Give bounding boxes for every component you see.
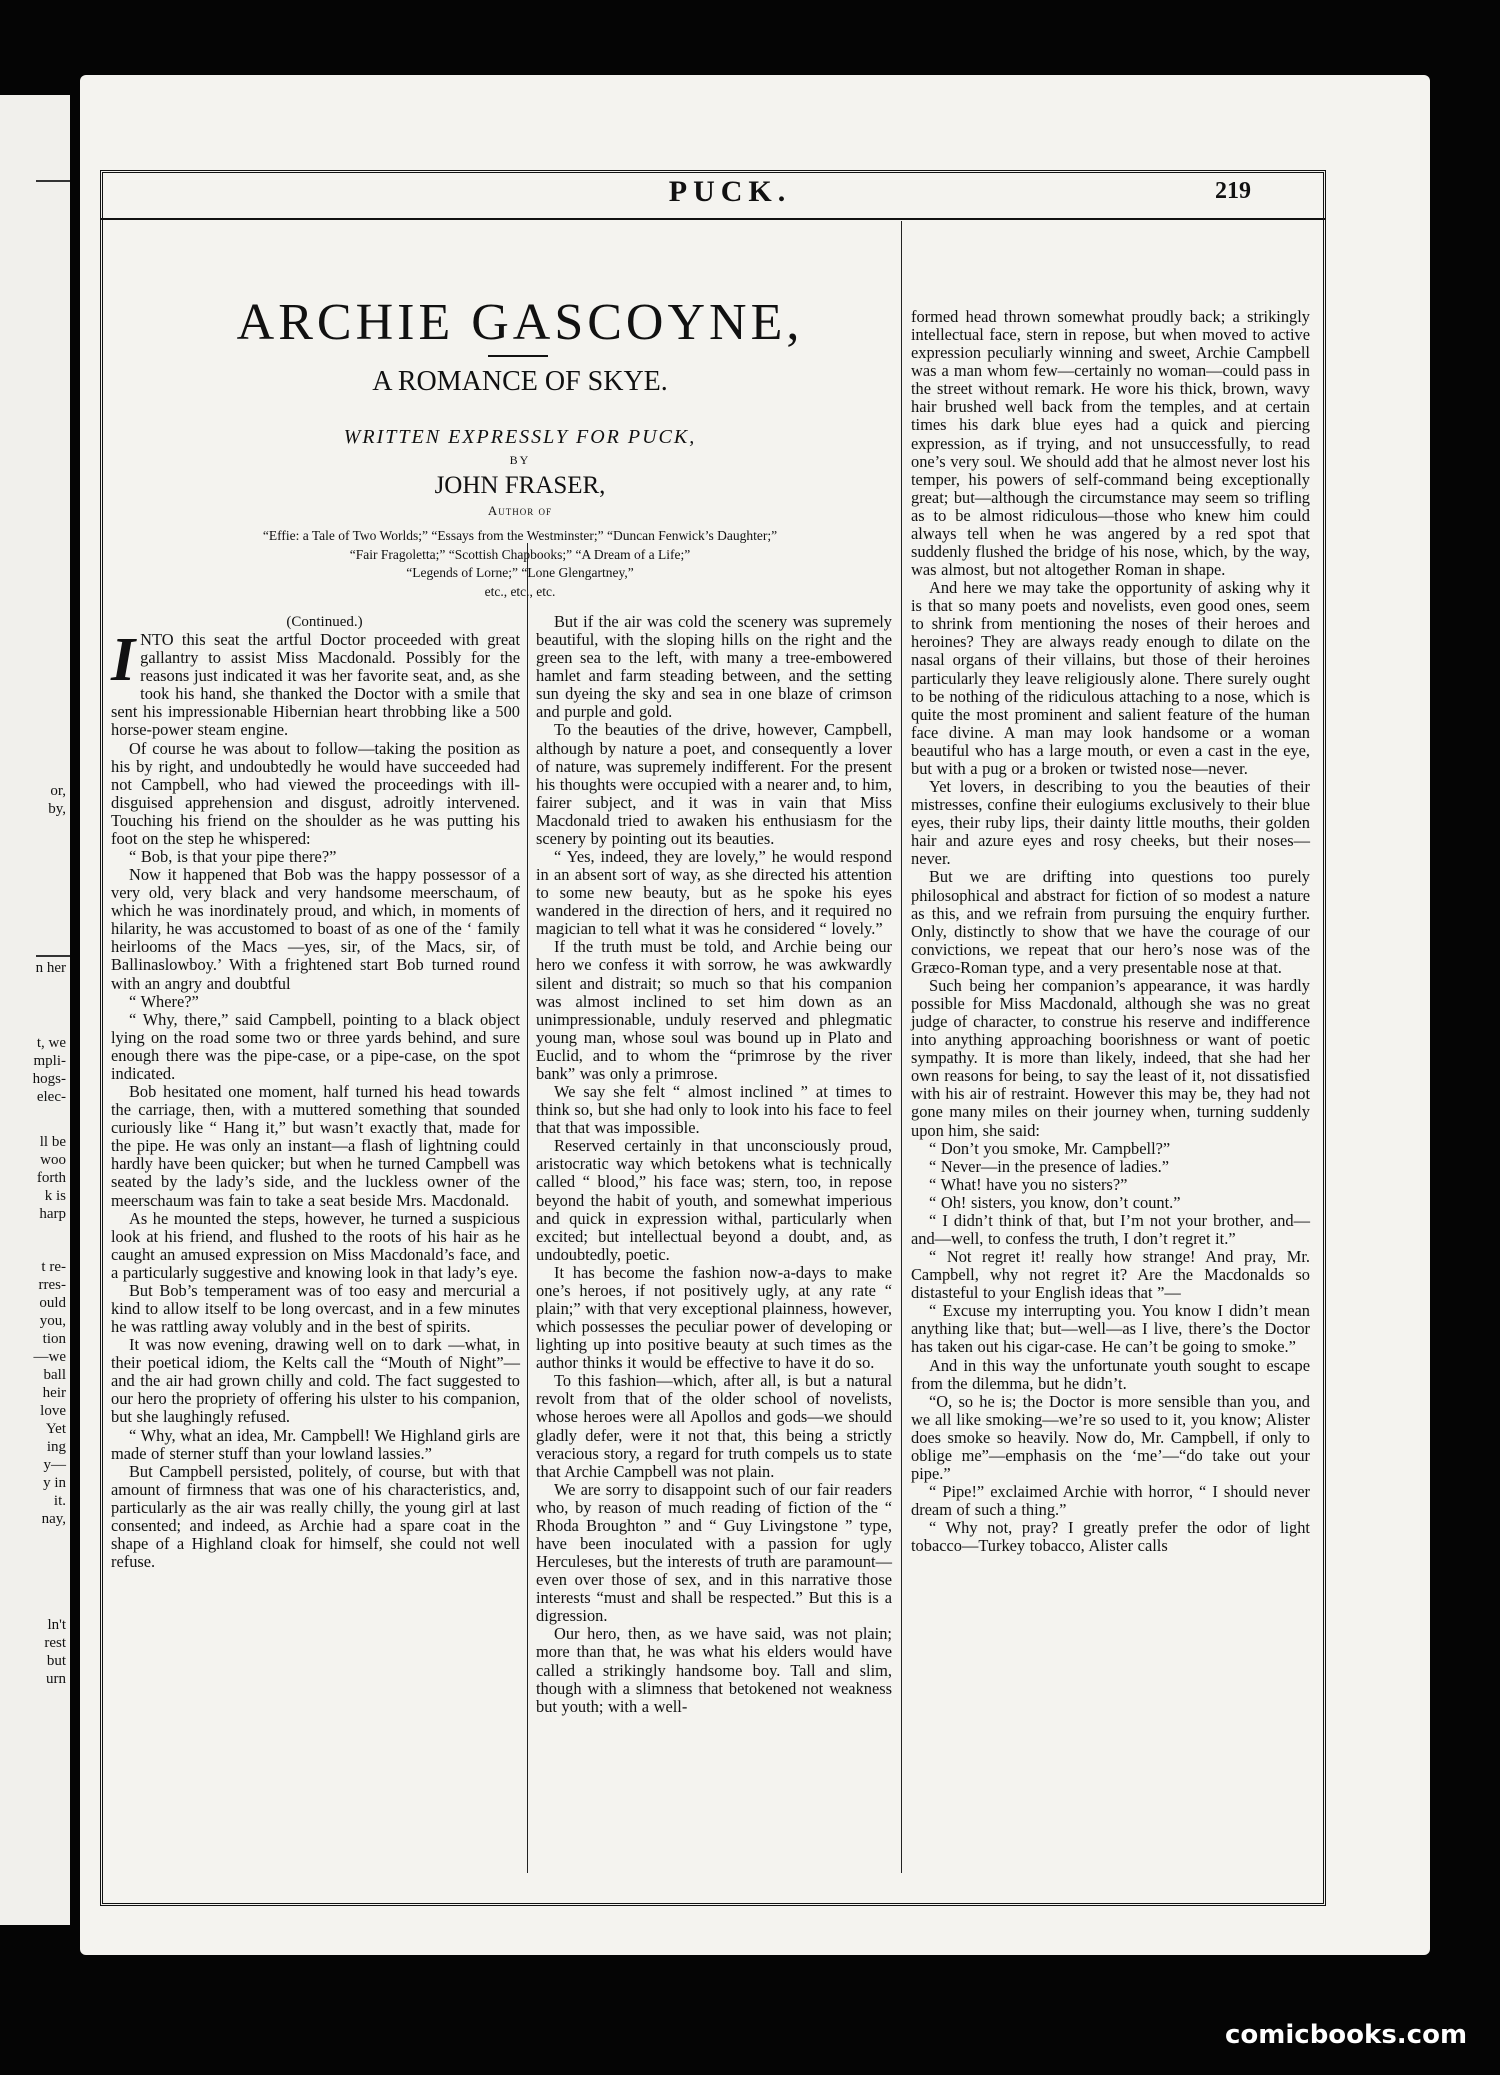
article-paragraph: “ Not regret it! really how strange! And pray, Mr. Campbell, why not regret it? Are the Macdonalds so distasteful to your English ideas that ”—: [911, 1247, 1310, 1303]
author-name: JOHN FRASER,: [434, 472, 606, 499]
column-rule: [527, 543, 528, 1873]
column-rule: [901, 221, 902, 1873]
article-paragraph: To the beauties of the drive, however, Campbell, although by nature a poet, and consequently a lover of nature, was supremely indifferent. For the present his thoughts were occupied with a nearer and, to him, fairer subject, and it was in vain that Miss Macdonald tried to awaken his enthusiasm for the scenery by pointing out its beauties.: [536, 720, 892, 848]
drop-cap: I: [111, 626, 136, 695]
prev-page-text-fragment: you,: [39, 1313, 66, 1329]
article-paragraph: To this fashion—which, after all, is but a natural revolt from that of the older school of novelists, whose heroes were all Apollos and gods—we should gladly defer, were it not that, this being a strictly veracious story, a regard for truth compels us to state that Archie Campbell was not plain.: [536, 1371, 892, 1481]
article-paragraph: Reserved certainly in that unconsciously proud, aristocratic way which betokens what is technically called “ blood,” his face was; stern, too, in repose beyond the habit of youth, and somewhat imperious and quick in expression withal, particularly when excited; but intellectual beyond a doubt, and, as undoubtedly, poetic.: [536, 1136, 892, 1264]
prev-page-text-fragment: it.: [53, 1493, 66, 1509]
written-for-line: WRITTEN EXPRESSLY FOR PUCK,: [343, 426, 697, 448]
article-paragraph: “ Why, what an idea, Mr. Campbell! We Highland girls are made of sterner stuff than your lowland lassies.”: [111, 1425, 520, 1463]
works-line: etc., etc., etc.: [484, 583, 556, 599]
works-line: “Fair Fragoletta;” “Scottish Chapbooks;” “A Dream of a Life;”: [349, 546, 691, 562]
prev-page-text-fragment: woo: [40, 1152, 66, 1168]
article-paragraph: “ Oh! sisters, you know, don’t count.”: [929, 1192, 1181, 1212]
previous-page-edge: [0, 95, 70, 1925]
page-number: 219: [1215, 178, 1251, 204]
prev-page-text-fragment: —we: [33, 1349, 66, 1365]
article-title: ARCHIE GASCOYNE,: [236, 294, 804, 351]
masthead-title: PUCK.: [668, 175, 792, 208]
article-paragraph: “ Never—in the presence of ladies.”: [929, 1156, 1170, 1176]
prev-page-text-fragment: hogs-: [32, 1071, 66, 1087]
prev-page-text-fragment: but: [46, 1653, 66, 1669]
article-column-3: [911, 308, 1310, 1555]
article-paragraph: “ Excuse my interrupting you. You know I didn’t mean anything like that; but—well—as I live, there’s the Doctor has taken out his cigar-case. He can’t be going to smoke.”: [911, 1301, 1310, 1357]
continued-note: (Continued.): [286, 614, 363, 630]
masthead-rule: [100, 218, 1326, 220]
prev-page-text-fragment: rest: [44, 1635, 66, 1651]
article-paragraph: It was now evening, drawing well on to dark —what, in their poetical idiom, the Kelts call the “Mouth of Night”— and the air had grown chilly and cold. The fact suggested to our hero the propriety of offering his ulster to his companion, but she laughingly refused.: [111, 1335, 520, 1427]
article-paragraph: “ Where?”: [129, 991, 199, 1011]
article-paragraph: We say she felt “ almost inclined ” at times to think so, but she had only to look into his face to feel that that was impossible.: [536, 1082, 892, 1138]
author-of-label: Author of: [487, 503, 553, 518]
article-paragraph: But we are drifting into questions too purely philosophical and abstract for fiction of so modest a nature as this, and we refrain from pursuing the enquiry further. Only, distinctly to show that we have the courage of our convictions, we repeat that our hero’s nose was of the Græco-Roman type, and a very presentable nose at that.: [911, 867, 1310, 977]
article-paragraph: But Campbell persisted, politely, of course, but with that amount of firmness that was one of his characteristics, and, particularly as the air was really chilly, the young girl at last consented; and indeed, as Archie had a spare coat in the shape of a Highland cloak for himself, she could not well refuse.: [111, 1461, 520, 1572]
prev-page-text-fragment: ln't: [47, 1617, 66, 1633]
article-paragraph: We are sorry to disappoint such of our fair readers who, by reason of much reading of fiction of the “ Rhoda Broughton ” and “ Guy Livingstone ” type, have been inoculated with a passion for ugly Herculeses, but the interests of truth are paramount—even over those of sex, and in this narrative those interests “must and shall be respected.” But this is a digression.: [536, 1479, 892, 1626]
article-paragraph: But Bob’s temperament was of too easy and mercurial a kind to allow itself to be long overcast, and in a few minutes he was rattling away volubly and in the best of spirits.: [111, 1280, 520, 1337]
article-paragraph: As he mounted the steps, however, he turned a suspicious look at his friend, and flushed to the roots of his hair as he caught an amused expression on Miss Macdonald’s face, and a particularly suggestive and knowing look in that lady’s eye.: [111, 1208, 520, 1282]
prev-page-text-fragment: t re-: [41, 1259, 66, 1275]
article-paragraph: “O, so he is; the Doctor is more sensible than you, and we all like smoking—we’re so used to it, you know; Alister does smoke so heavily. Now do, Mr. Campbell, if only to oblige me”—emphasis on the ‘me’—“do take out your pipe.”: [911, 1391, 1310, 1483]
prev-page-text-fragment: forth: [36, 1170, 66, 1186]
prev-page-text-fragment: ball: [43, 1367, 66, 1383]
works-line: “Legends of Lorne;” “Lone Glengartney,”: [406, 565, 634, 580]
article-paragraph: And here we may take the opportunity of asking why it is that so many poets and novelists, even good ones, seem to shrink from mentioning the noses of their heroes and heroines? They are always ready enough to dilate on the nasal organs of their villains, but those of their heroines particularly they leave religiously alone. There surely ought to be nothing of the ridiculous attaching to a nose, which is quite the most prominent and salient feature of the human face divine. A man may look handsome or a woman beautiful who has a large mouth, or even a cast in the eye, but with a pug or a broken or twisted nose—never.: [911, 578, 1310, 778]
prev-page-text-fragment: tion: [42, 1331, 66, 1347]
prev-page-text-fragment: heir: [42, 1385, 66, 1401]
article-paragraph: “ Yes, indeed, they are lovely,” he would respond in an absent sort of way, as she directed his attention to some new beauty, but as he spoke his eyes wandered in the direction of hers, and it required no magician to tell what it was he considered “ lovely.”: [536, 847, 892, 939]
article-paragraph: Our hero, then, as we have said, was not plain; more than that, he was what his elders would have called a strikingly handsome boy. Tall and slim, though with a slimness that betokened not weakness but youth; with a well-: [536, 1624, 892, 1716]
watermark: comicbooks.com: [1225, 2020, 1468, 2050]
byline-by: BY: [509, 453, 531, 467]
article-paragraph: Of course he was about to follow—taking the position as his by right, and undoubtedly he would have succeeded had not Campbell, who had viewed the proceedings with ill-disguised apprehension and disgust, adroitly intervened. Touching his friend on the shoulder as he was putting his foot on the step he whispered:: [111, 738, 520, 848]
prev-page-text-fragment: ll be: [39, 1134, 66, 1150]
prev-page-text-fragment: ould: [39, 1295, 66, 1311]
article-paragraph: Yet lovers, in describing to you the beauties of their mistresses, confine their eulogiums exclusively to their blue eyes, their ruby lips, their dainty little mouths, their golden hair and azure eyes and rosy cheeks, but their noses—never.: [911, 777, 1310, 869]
article-paragraph: “ Why, there,” said Campbell, pointing to a black object lying on the road some two or three yards behind, and sure enough there was the pipe-case, or a pipe-case, on the spot indicated.: [111, 1009, 520, 1083]
prev-page-text-fragment: k is: [44, 1188, 66, 1204]
works-line: “Effie: a Tale of Two Worlds;” “Essays from the Westminster;” “Duncan Fenwick’s Daughter;”: [262, 528, 778, 543]
prev-page-text-fragment: harp: [39, 1206, 66, 1222]
article-paragraph: And in this way the unfortunate youth sought to escape from the dilemma, but he didn’t.: [911, 1355, 1310, 1393]
prev-page-text-fragment: mpli-: [33, 1053, 66, 1069]
article-paragraph: “ Pipe!” exclaimed Archie with horror, “ I should never dream of such a thing.”: [911, 1482, 1310, 1520]
article-paragraph: Now it happened that Bob was the happy possessor of a very old, very black and very handsome meerschaum, of which he was inordinately proud, and which, in moments of hilarity, he was accustomed to boast of as one of the ‘ family heirlooms of the Macs —yes, sir, of the Macs, sir, of Ballinaslowboy.’ With a frightened start Bob turned round with an angry and doubtful: [111, 865, 520, 993]
prev-page-text-fragment: love: [40, 1403, 66, 1419]
article-paragraph: Bob hesitated one moment, half turned his head towards the carriage, then, with a muttered something that sounded curiously like “ Hang it,” but wasn’t exactly that, made for the pipe. He was only an instant—a flash of lightning could hardly have been quicker; but when he turned Campbell was seated by the lady’s side, and the luckless owner of the meerschaum was fain to take a seat beside Mrs. Macdonald.: [111, 1082, 520, 1210]
article-paragraph: It has become the fashion now-a-days to make one’s heroes, if not positively ugly, at any rate “ plain;” with that very exceptional plainness, however, which possesses the peculiar power of developing or lighting up into positive beauty at such times as the author thinks it would be effective to have it do so.: [536, 1262, 892, 1373]
article-paragraph: INTO this seat the artful Doctor proceeded with great gallantry to assist Miss Macdonald. Possibly for the reasons just indicated it was her favorite seat, and, as she took his hand, she thanked the Doctor with a smile that sent his impressionable Hibernian heart throbbing like a 500 horse-power steam engine.: [111, 626, 520, 740]
prev-page-text-fragment: ing: [46, 1439, 66, 1455]
prev-page-text-fragment: y—: [43, 1457, 66, 1473]
article-paragraph: “ Bob, is that your pipe there?”: [129, 847, 337, 867]
article-paragraph: “ What! have you no sisters?”: [929, 1174, 1128, 1194]
title-rule: [488, 355, 548, 357]
prev-page-text-fragment: urn: [46, 1671, 66, 1687]
prev-page-text-fragment: n her: [35, 960, 66, 976]
prev-page-text-fragment: by,: [48, 801, 66, 817]
article-paragraph: But if the air was cold the scenery was supremely beautiful, with the sloping hills on the right and the green sea to the left, with many a tree-embowered hamlet and farm steading between, and the setting sun dyeing the sky and sea in one blaze of crimson and purple and gold.: [536, 612, 892, 722]
author-works-list: [140, 527, 900, 601]
prev-page-text-fragment: rres-: [38, 1277, 66, 1293]
prev-page-text-fragment: t, we: [36, 1035, 66, 1051]
article-subtitle: A ROMANCE OF SKYE.: [372, 366, 668, 397]
prev-page-text-fragment: y in: [43, 1475, 66, 1491]
article-paragraph: formed head thrown somewhat proudly back; a strikingly intellectual face, stern in repose, but when moved to active expression peculiarly winning and sweet, Archie Campbell was a man whom few—certainly no woman—could pass in the street without remark. He wore his thick, brown, wavy hair brushed well back from the temples, and at certain times his dark blue eyes had a quick and piercing expression, as if trying, and not unsuccessfully, to read one’s very soul. We should add that he almost never lost his temper, his powers of self-command being exceptionally great; but—although the circumstance may seem so trifling as to be almost ridiculous—those who knew him could always tell when he was angered by a red spot that suddenly flushed the bridge of his nose, which, by the way, was almost, but not altogether Roman in shape.: [911, 307, 1310, 580]
prev-page-rule: [36, 180, 70, 182]
prev-page-text-fragment: or,: [50, 783, 66, 799]
article-paragraph: “ Why not, pray? I greatly prefer the odor of light tobacco—Turkey tobacco, Alister calls: [911, 1518, 1310, 1556]
prev-page-text-fragment: Yet: [45, 1421, 66, 1437]
prev-page-text-fragment: elec-: [36, 1089, 66, 1105]
article-paragraph: “ Don’t you smoke, Mr. Campbell?”: [929, 1138, 1171, 1158]
article-column-2: [536, 613, 892, 1716]
prev-page-rule: [36, 955, 70, 957]
article-paragraph: Such being her companion’s appearance, it was hardly possible for Miss Macdonald, although she was no great judge of character, to construe his reserve and indifference into anything approaching boorishness or want of poetic sympathy. It is more than likely, indeed, that she had her own reasons for being, to say the least of it, not dissatisfied with his air of restraint. However this may be, they had not gone many miles on their journey when, turning suddenly upon him, she said:: [911, 975, 1310, 1140]
article-column-1: [111, 613, 520, 1571]
prev-page-text-fragment: nay,: [41, 1511, 66, 1527]
article-paragraph: “ I didn’t think of that, but I’m not your brother, and—and—well, to confess the truth, I don’t regret it.”: [911, 1210, 1310, 1248]
magazine-page: [80, 75, 1430, 1955]
article-paragraph: If the truth must be told, and Archie being our hero we confess it with sorrow, he was awkwardly silent and distrait; so much so that his companion was almost inclined to set him down as an unimpressionable, unduly reserved and phlegmatic young man, whose soul was bound up in Plato and Euclid, and to whom the “primrose by the river bank” was only a primrose.: [536, 937, 892, 1083]
